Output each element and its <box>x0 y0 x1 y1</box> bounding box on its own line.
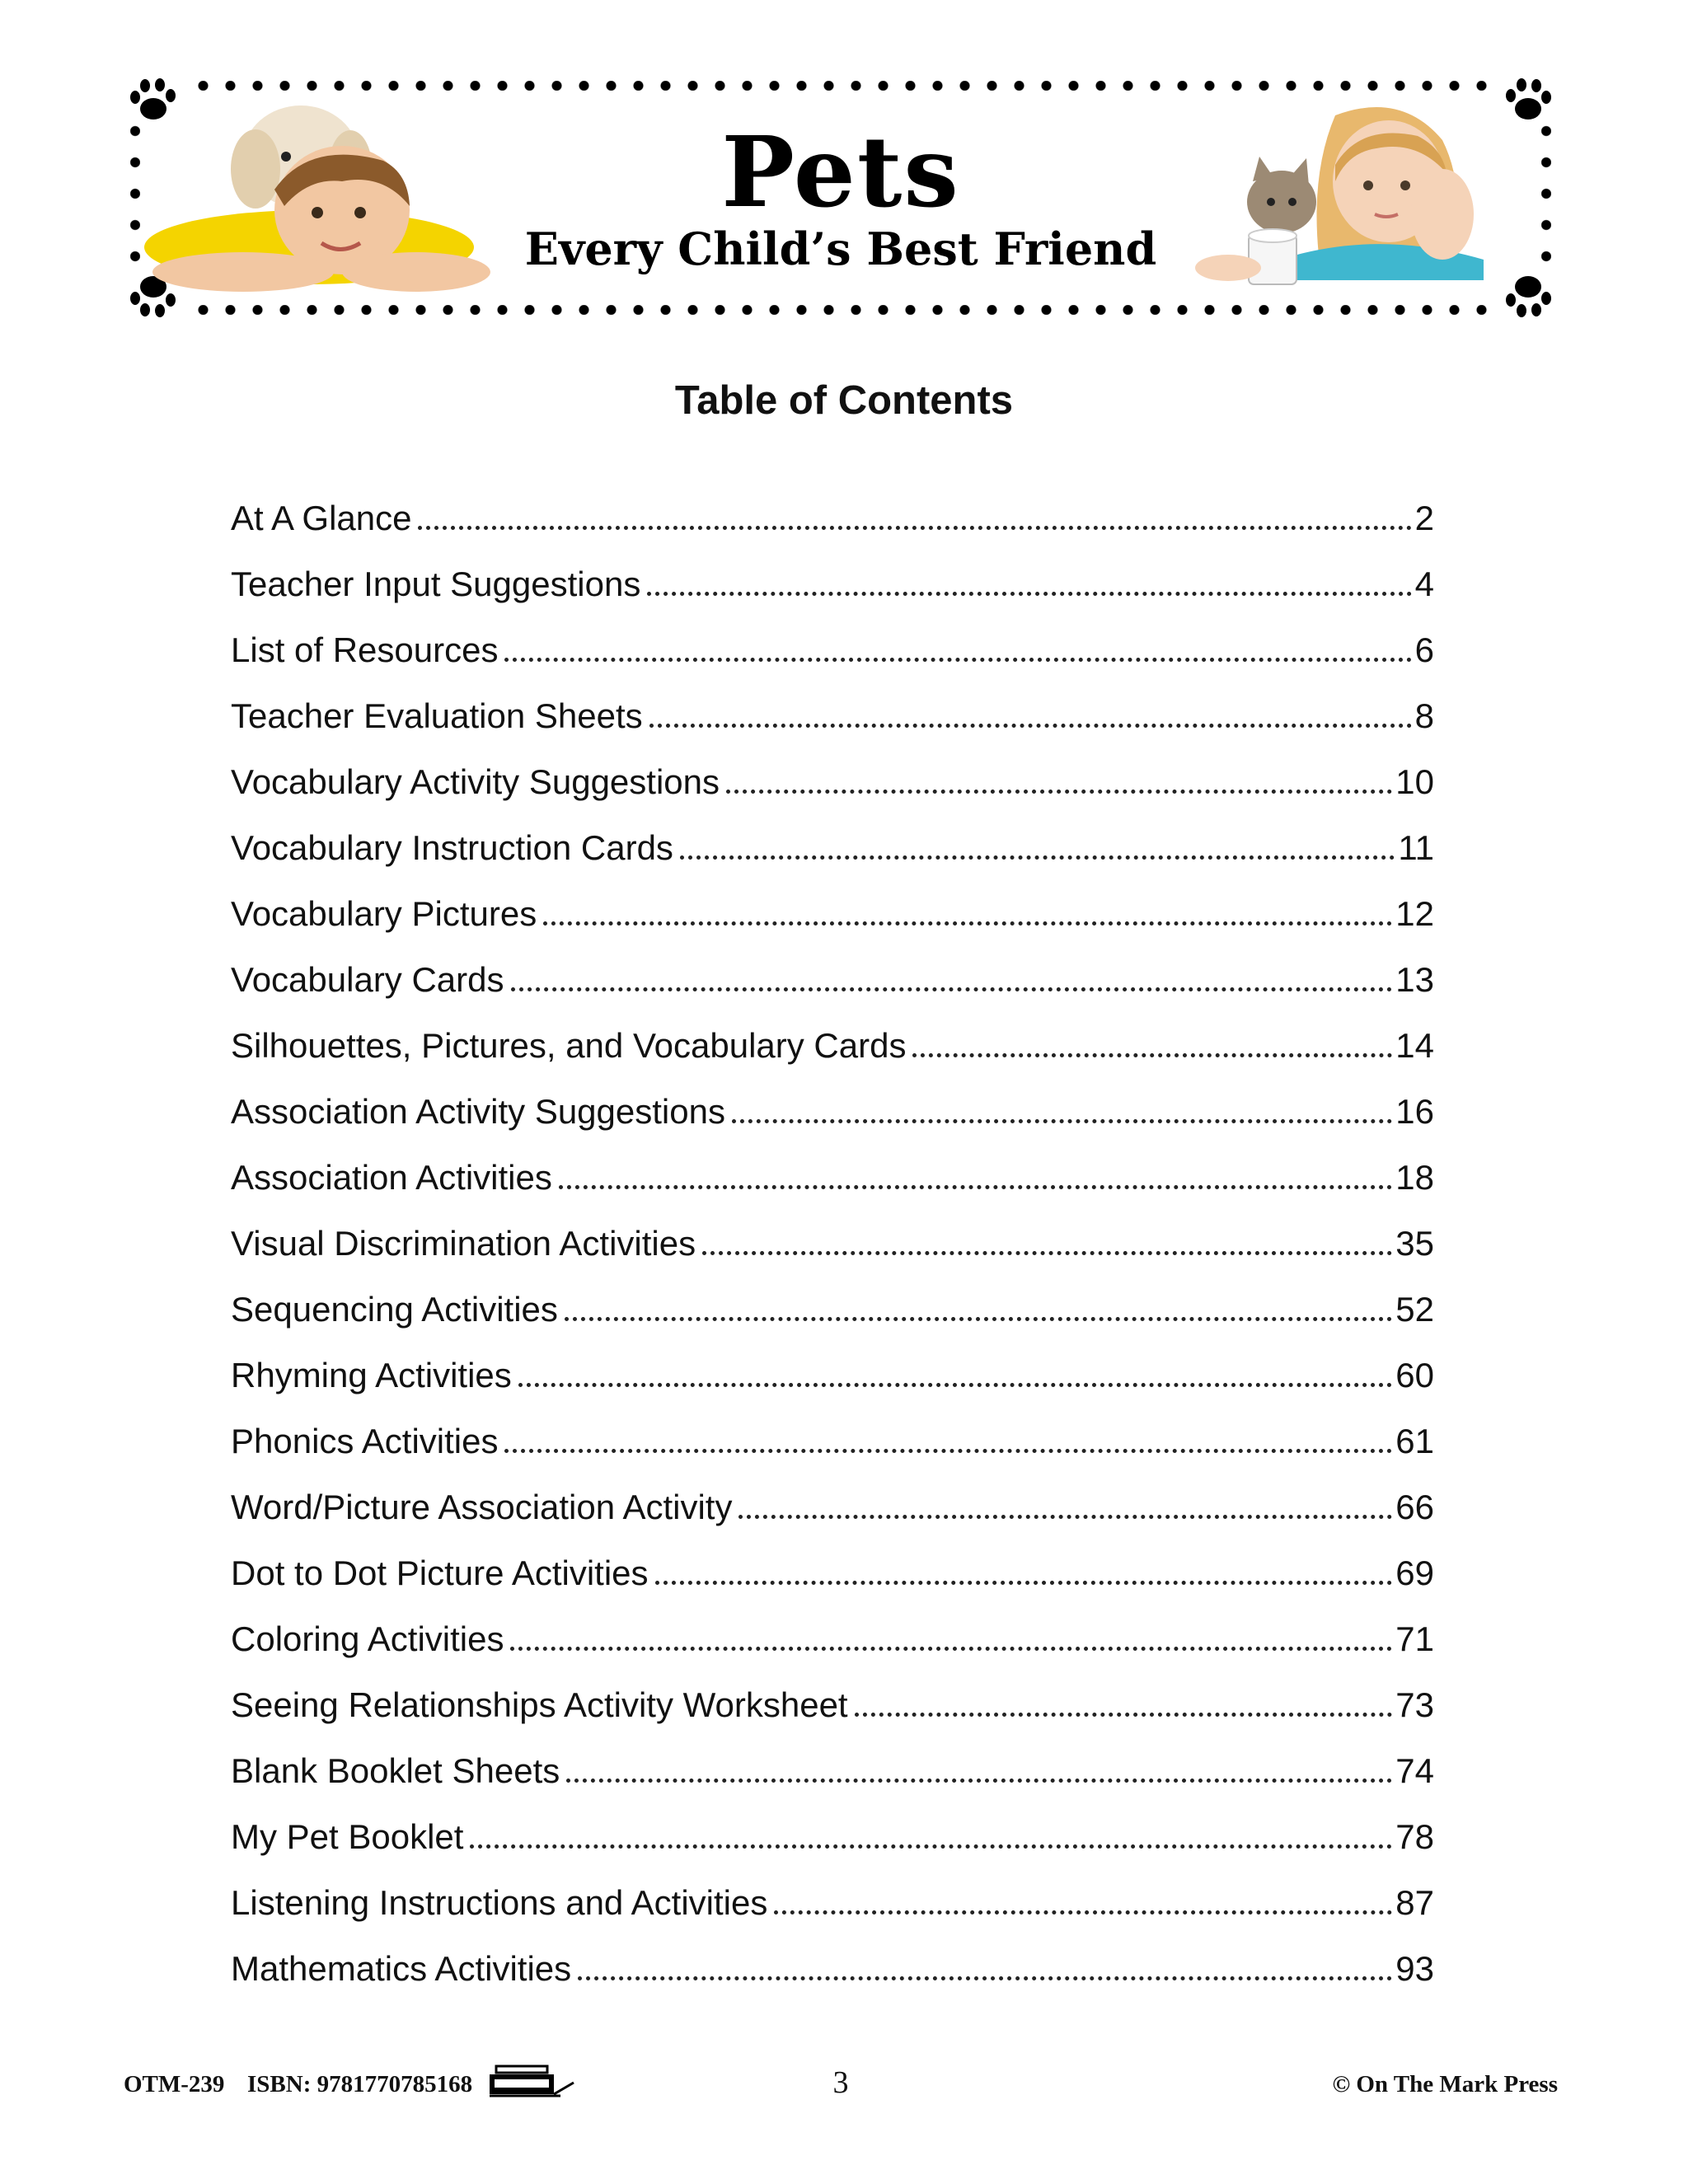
toc-entry-title: Listening Instructions and Activities <box>231 1883 768 1922</box>
toc-entry-title: Association Activities <box>231 1158 552 1197</box>
toc-entry-title: Seeing Relationships Activity Worksheet <box>231 1685 848 1724</box>
toc-entry <box>231 960 1434 1029</box>
toc-entry <box>231 1026 1434 1094</box>
toc-entry-title: At A Glance <box>231 499 412 537</box>
toc-entry-title: Mathematics Activities <box>231 1949 572 1988</box>
page-footer <box>124 2064 1558 2106</box>
toc-entry-title: Vocabulary Instruction Cards <box>231 828 673 867</box>
toc-dot-leader <box>726 790 1392 794</box>
toc-dot-leader <box>912 1053 1392 1057</box>
toc-entry-page: 60 <box>1395 1356 1434 1394</box>
toc-entry-page: 4 <box>1414 565 1434 603</box>
toc-entry-title: Vocabulary Cards <box>231 960 504 999</box>
toc-entry <box>231 696 1434 765</box>
toc-entry <box>231 1226 1434 1292</box>
toc-dot-leader <box>738 1515 1392 1519</box>
toc-dot-leader <box>565 1317 1392 1321</box>
toc-entry-title: Word/Picture Association Activity <box>231 1488 733 1526</box>
toc-dot-leader <box>510 1647 1392 1651</box>
paw-print-icon <box>1502 269 1558 321</box>
toc-entry-title: Coloring Activities <box>231 1619 504 1658</box>
toc-entry-page: 73 <box>1395 1685 1434 1724</box>
toc-dot-leader <box>647 592 1411 596</box>
toc-entry-page: 71 <box>1395 1619 1434 1658</box>
toc-entry-title: Vocabulary Pictures <box>231 894 537 933</box>
toc-dot-leader <box>418 526 1411 530</box>
toc-entry <box>231 1751 1434 1820</box>
toc-entry-title: List of Resources <box>231 630 499 669</box>
toc-entry-title: Sequencing Activities <box>231 1290 558 1329</box>
toc-entry <box>231 1619 1434 1688</box>
dotted-border-top <box>190 81 1492 91</box>
toc-entry <box>231 1949 1434 2018</box>
toc-entry <box>231 1160 1434 1226</box>
toc-entry <box>231 762 1434 831</box>
footer-copyright: © On The Mark Press <box>1332 2071 1558 2097</box>
toc-entry-title: My Pet Booklet <box>231 1817 464 1856</box>
toc-entry-title: Teacher Input Suggestions <box>231 565 641 603</box>
toc-entry <box>231 1883 1434 1952</box>
toc-entry-page: 93 <box>1395 1949 1434 1988</box>
toc-entry-page: 61 <box>1395 1422 1434 1460</box>
toc-dot-leader <box>504 1449 1392 1453</box>
toc-entry-page: 13 <box>1395 960 1434 999</box>
footer-isbn: ISBN: 9781770785168 <box>247 2071 473 2097</box>
toc-dot-leader <box>578 1976 1392 1980</box>
toc-dot-leader <box>732 1119 1392 1123</box>
toc-dot-leader <box>518 1383 1393 1387</box>
toc-entry-page: 74 <box>1395 1751 1434 1790</box>
toc-dot-leader <box>559 1185 1392 1189</box>
header-banner <box>124 74 1558 321</box>
toc-entry-page: 66 <box>1395 1488 1434 1526</box>
toc-dot-leader <box>543 921 1392 926</box>
toc-entry <box>231 1685 1434 1754</box>
toc-entry <box>231 1817 1434 1886</box>
toc-entry-page: 10 <box>1395 762 1434 801</box>
toc-list <box>231 501 1434 2018</box>
toc-entry-page: 18 <box>1395 1158 1434 1197</box>
paw-print-icon <box>1502 74 1558 127</box>
toc-dot-leader <box>470 1844 1392 1849</box>
dotted-border-bottom <box>190 305 1492 315</box>
toc-entry <box>231 894 1434 963</box>
toc-entry-title: Dot to Dot Picture Activities <box>231 1554 649 1592</box>
footer-product-code: OTM-239 <box>124 2071 225 2097</box>
toc-entry <box>231 501 1434 567</box>
toc-entry-title: Blank Booklet Sheets <box>231 1751 560 1790</box>
toc-entry <box>231 1556 1434 1622</box>
toc-entry <box>231 828 1434 897</box>
toc-entry <box>231 567 1434 633</box>
book-subtitle: Every Child’s Best Friend <box>524 223 1157 275</box>
toc-entry-title: Silhouettes, Pictures, and Vocabulary Cards <box>231 1026 907 1065</box>
toc-dot-leader <box>511 987 1393 991</box>
toc-dot-leader <box>702 1251 1392 1255</box>
toc-entry-page: 78 <box>1395 1817 1434 1856</box>
book-title: Pets <box>721 115 960 229</box>
toc-dot-leader <box>680 855 1395 860</box>
toc-dot-leader <box>655 1581 1393 1585</box>
toc-entry-title: Phonics Activities <box>231 1422 499 1460</box>
toc-entry <box>231 1292 1434 1358</box>
toc-entry-page: 35 <box>1395 1224 1434 1263</box>
toc-entry-page: 87 <box>1395 1883 1434 1922</box>
toc-dot-leader <box>504 658 1411 662</box>
toc-entry <box>231 1358 1434 1424</box>
toc-entry <box>231 1094 1434 1160</box>
toc-entry-page: 69 <box>1395 1554 1434 1592</box>
toc-entry-title: Teacher Evaluation Sheets <box>231 696 643 735</box>
toc-entry-page: 2 <box>1414 499 1434 537</box>
toc-entry-page: 6 <box>1414 630 1434 669</box>
toc-entry-page: 52 <box>1395 1290 1434 1329</box>
toc-entry <box>231 1490 1434 1556</box>
toc-entry-page: 14 <box>1395 1026 1434 1065</box>
toc-entry-title: Vocabulary Activity Suggestions <box>231 762 720 801</box>
toc-entry <box>231 630 1434 699</box>
toc-dot-leader <box>566 1779 1392 1783</box>
toc-entry-page: 11 <box>1398 828 1434 867</box>
toc-entry-title: Rhyming Activities <box>231 1356 512 1394</box>
toc-entry-page: 12 <box>1395 894 1434 933</box>
toc-dot-leader <box>649 724 1412 728</box>
toc-entry <box>231 1424 1434 1490</box>
toc-entry-title: Association Activity Suggestions <box>231 1092 725 1131</box>
toc-entry-page: 16 <box>1395 1092 1434 1131</box>
toc-entry-page: 8 <box>1414 696 1434 735</box>
footer-page-number: 3 <box>832 2065 849 2100</box>
toc-entry-title: Visual Discrimination Activities <box>231 1224 696 1263</box>
toc-dot-leader <box>774 1910 1392 1915</box>
toc-heading: Table of Contents <box>674 378 1014 423</box>
toc-dot-leader <box>855 1713 1393 1717</box>
